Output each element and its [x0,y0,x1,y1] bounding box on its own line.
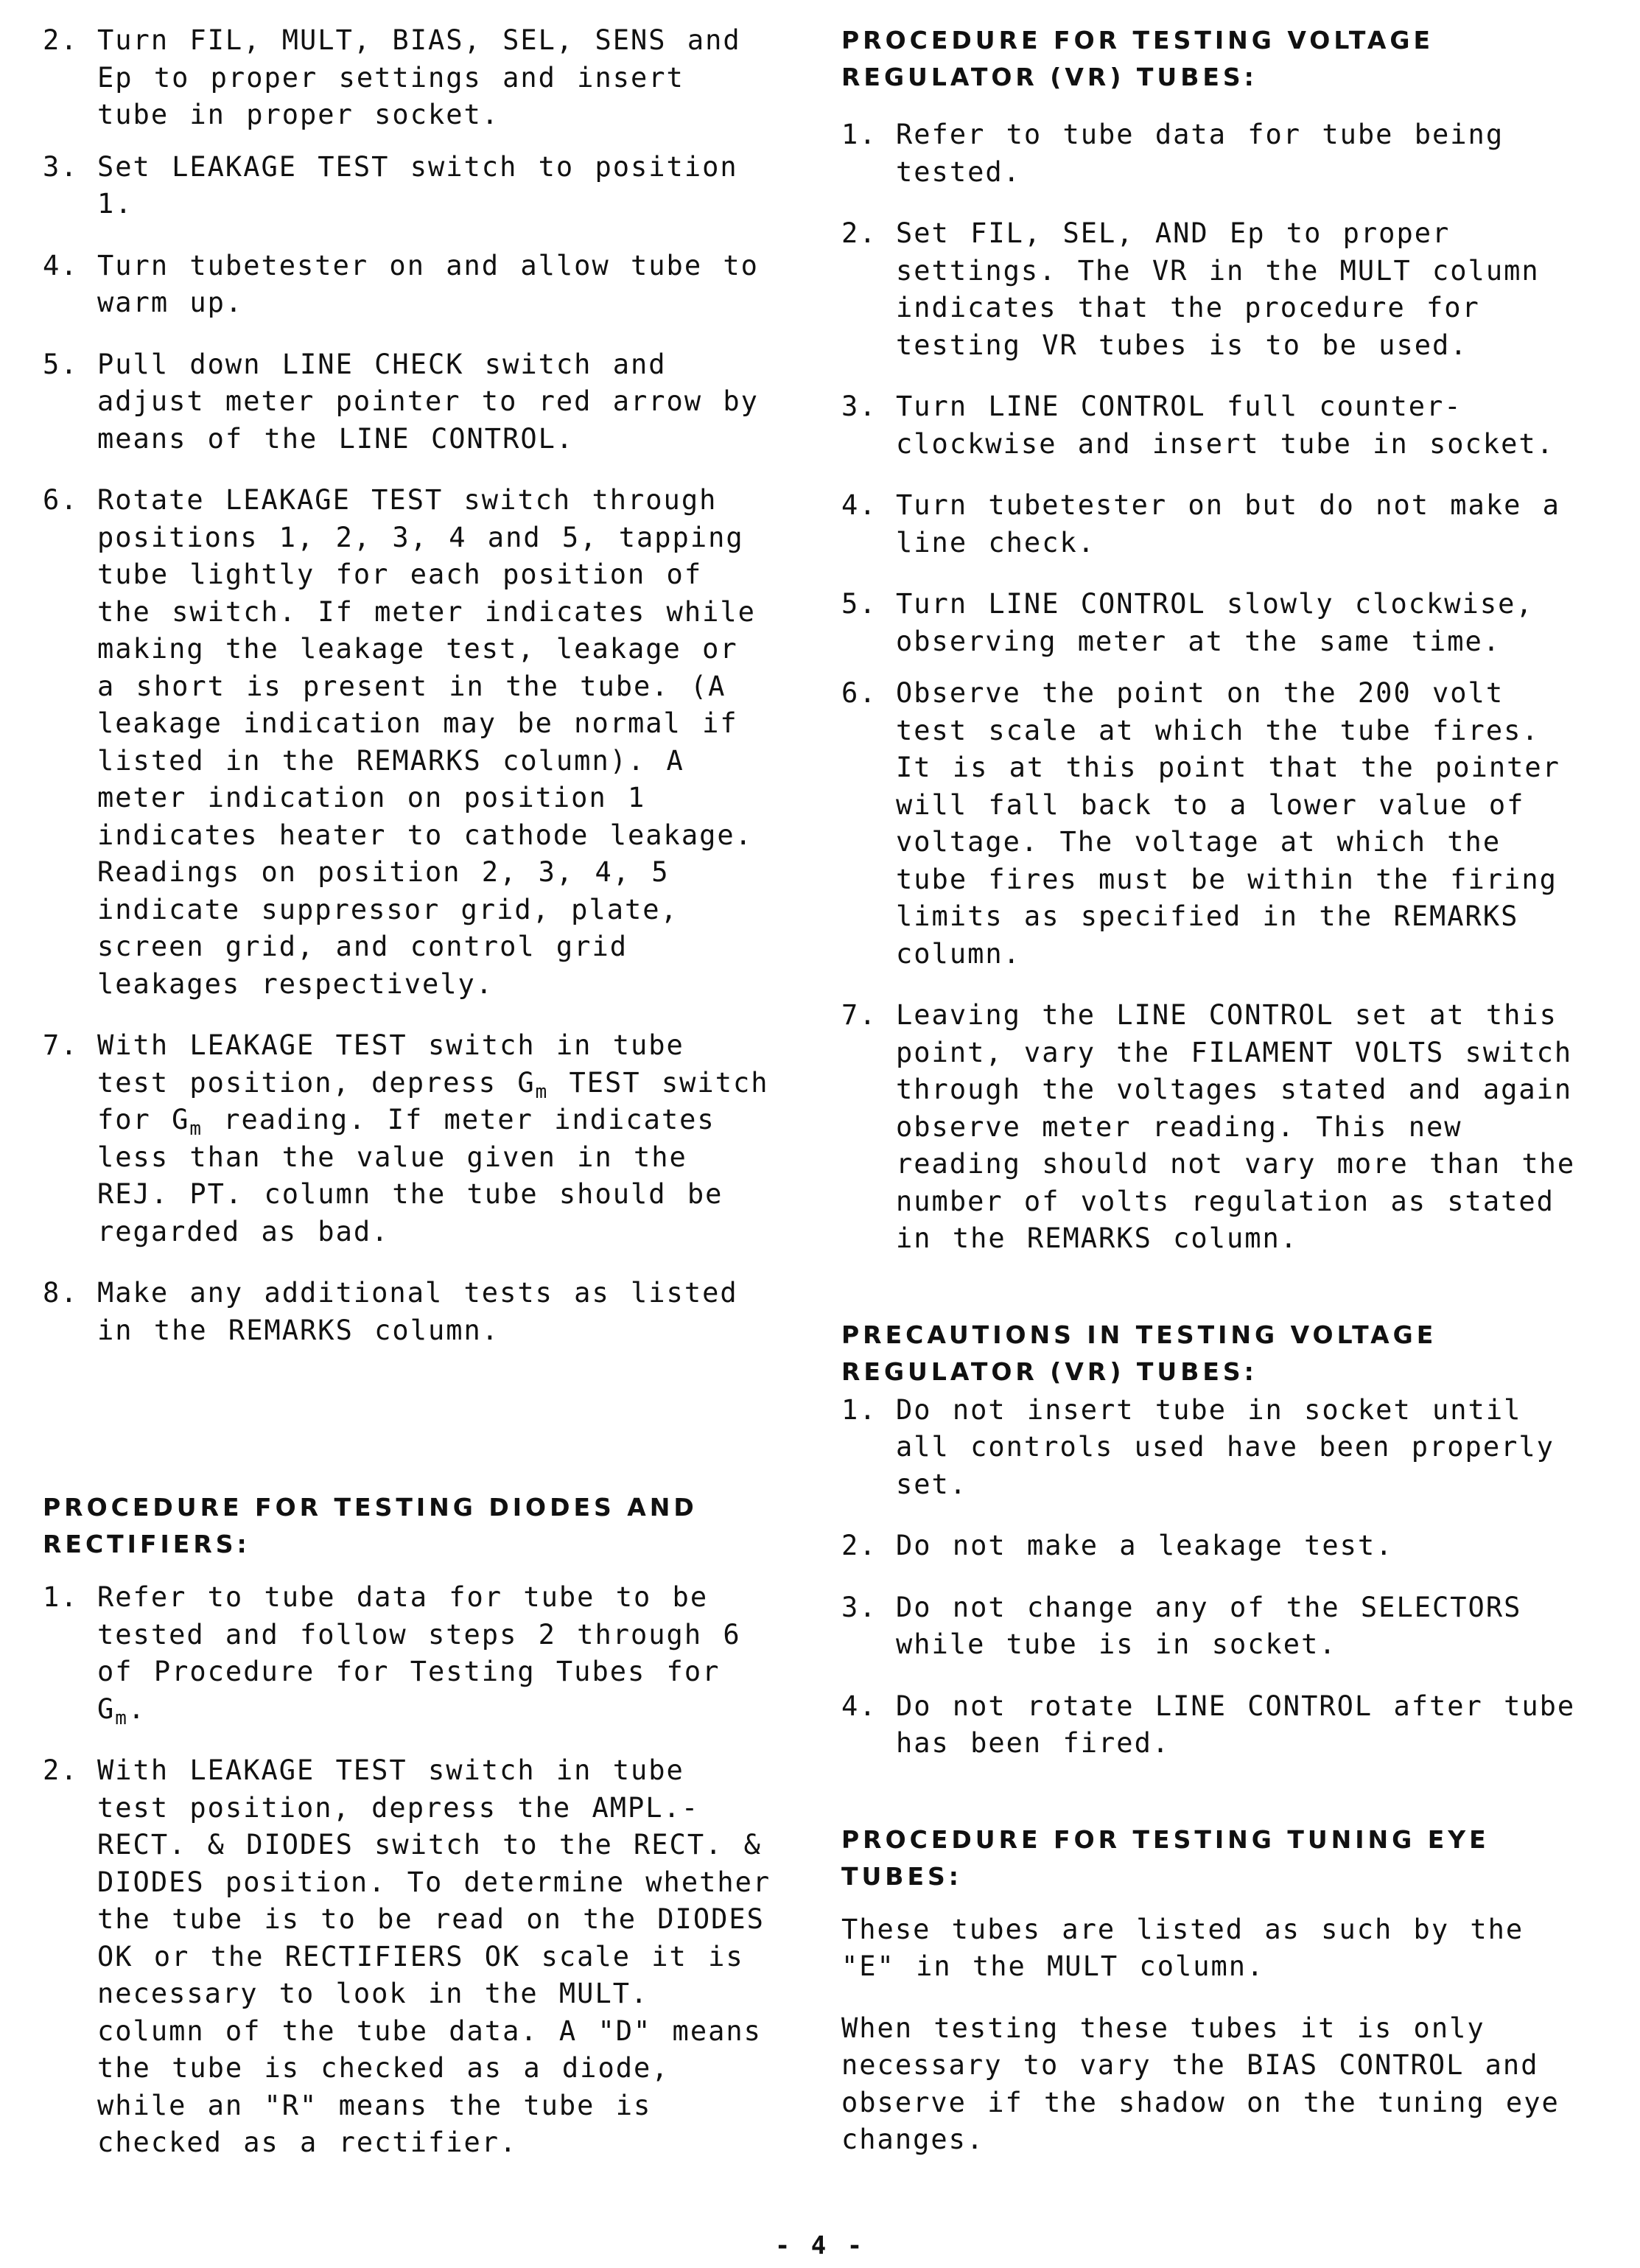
item-text [97,1027,772,1250]
item-number: 7. [43,1029,79,1061]
list-item [841,997,1593,1258]
list-item [43,346,772,458]
list-item [841,1589,1593,1664]
list-item [841,215,1593,364]
item-text: Turn tubetester on but do not make a line check. [896,489,1560,559]
item-text: Leaving the LINE CONTROL set at this point, vary the FILAMENT VOLTS switch through the voltages stated and again observe meter reading. This new reading should not vary more than the number of volts regulation as stated in the REMARKS column. [896,999,1576,1254]
list-item [841,116,1593,191]
item-number: 5. [43,348,79,380]
vr-heading: PROCEDURE FOR TESTING VOLTAGE REGULATOR (VR) TUBES: [841,26,1434,91]
item-number: 6. [43,484,79,516]
item-text-part: Refer to tube data for tube to be tested and follow steps 2 through 6 of Procedure for Testing Tubes for G [97,1581,741,1725]
item-number: 1. [43,1581,79,1613]
item-text-part: TEST switch for G [97,1066,769,1135]
item-text: Do not insert tube in socket until all controls used have been properly set. [896,1393,1555,1500]
list-item [841,1527,1593,1565]
list-item [43,1579,772,1728]
list-item [841,487,1593,561]
item-number: 2. [43,24,79,56]
precautions-heading: PRECAUTIONS IN TESTING VOLTAGE REGULATOR (VR) TUBES: [841,1320,1437,1386]
list-item [841,1688,1593,1763]
item-number: 4. [841,1690,877,1722]
diodes-heading: PROCEDURE FOR TESTING DIODES AND RECTIFIERS: [43,1493,698,1558]
item-text: Do not make a leakage test. [896,1530,1394,1561]
list-item [841,675,1593,973]
item-text-part: reading. If meter indicates less than the value given in the REJ. PT. column the tube should be regarded as bad. [97,1104,723,1247]
list-item [841,1392,1593,1504]
item-number: 2. [43,1754,79,1786]
item-text: Make any additional tests as listed in the REMARKS column. [97,1277,738,1346]
item-text: Set LEAKAGE TEST switch to position 1. [97,150,738,220]
item-text: Turn LINE CONTROL full counter-clockwise and insert tube in socket. [896,391,1555,460]
item-text-part: . [127,1693,147,1725]
item-number: 7. [841,999,877,1031]
item-text: Observe the point on the 200 volt test scale at which the tube fires. It is at this point that the pointer will fall back to a lower value of voltage. The voltage at which the tube fires must be within the firing limits as specified in the REMARKS column. [896,677,1560,970]
subscript: m [115,1707,128,1729]
item-number: 6. [841,677,877,709]
list-item [841,586,1593,660]
left-column [43,22,772,2162]
item-number: 5. [841,588,877,620]
item-number: 4. [43,249,79,281]
item-number: 1. [841,119,877,150]
item-number: 1. [841,1393,877,1426]
item-text-part: With LEAKAGE TEST switch in tube test position, depress G [97,1029,684,1099]
tuning-eye-paragraph: These tubes are listed as such by the "E" in the MULT column. [841,1913,1524,1982]
item-number: 2. [841,1530,877,1561]
item-number: 3. [841,391,877,422]
list-item [43,149,772,223]
list-item [43,1752,772,2162]
right-column [841,22,1593,2159]
list-item [43,248,772,322]
item-text [97,1579,772,1728]
item-text: Do not rotate LINE CONTROL after tube has been fired. [896,1690,1576,1759]
tuning-eye-heading: PROCEDURE FOR TESTING TUNING EYE TUBES: [841,1824,1490,1891]
item-number: 3. [43,150,79,183]
item-number: 4. [841,489,877,521]
subscript: m [189,1117,203,1140]
item-text: Turn FIL, MULT, BIAS, SEL, SENS and Ep to proper settings and insert tube in proper socket. [97,24,741,130]
item-text: With LEAKAGE TEST switch in tube test position, depress the AMPL.-RECT. & DIODES switch to the RECT. & DIODES position. To determine whether the tube is to be read on the DIODES OK or the RECTIFIERS OK scale it is necessary to look in the MULT. column of the tube data. A "D" means the tube is checked as a diode, while an "R" means the tube is checked as a rectifier. [97,1754,771,2158]
list-item [43,1027,772,1250]
item-text: Rotate LEAKAGE TEST switch through positions 1, 2, 3, 4 and 5, tapping tube lightly for each position of the switch. If meter indicates while making the leakage test, leakage or a short is present in the tube. (A leakage indication may be normal if listed in the REMARKS column). A meter indication on position 1 indicates heater to cathode leakage. Readings on position 2, 3, 4, 5 indicate suppressor grid, plate, screen grid, and control grid leakages respectively. [97,484,756,1000]
item-text: Set FIL, SEL, AND Ep to proper settings. The VR in the MULT column indicates that the procedure for testing VR tubes is to be used. [896,217,1540,361]
list-item [43,482,772,1003]
item-number: 2. [841,217,877,249]
list-item [841,388,1593,463]
list-item [43,22,772,134]
item-text: Turn tubetester on and allow tube to warm up. [97,249,759,318]
subscript: m [535,1080,549,1103]
item-text: Turn LINE CONTROL slowly clockwise, observing meter at the same time. [896,588,1534,657]
item-text: Pull down LINE CHECK switch and adjust meter pointer to red arrow by means of the LINE CONTROL. [97,348,759,455]
list-item [43,1275,772,1349]
tuning-eye-paragraph: When testing these tubes it is only necessary to vary the BIAS CONTROL and observe if the shadow on the tuning eye changes. [841,2012,1560,2155]
item-text: Refer to tube data for tube being tested. [896,119,1504,188]
page-number: - 4 - [774,2231,866,2261]
item-number: 8. [43,1277,79,1309]
item-number: 3. [841,1591,877,1623]
item-text: Do not change any of the SELECTORS while tube is in socket. [896,1591,1522,1660]
